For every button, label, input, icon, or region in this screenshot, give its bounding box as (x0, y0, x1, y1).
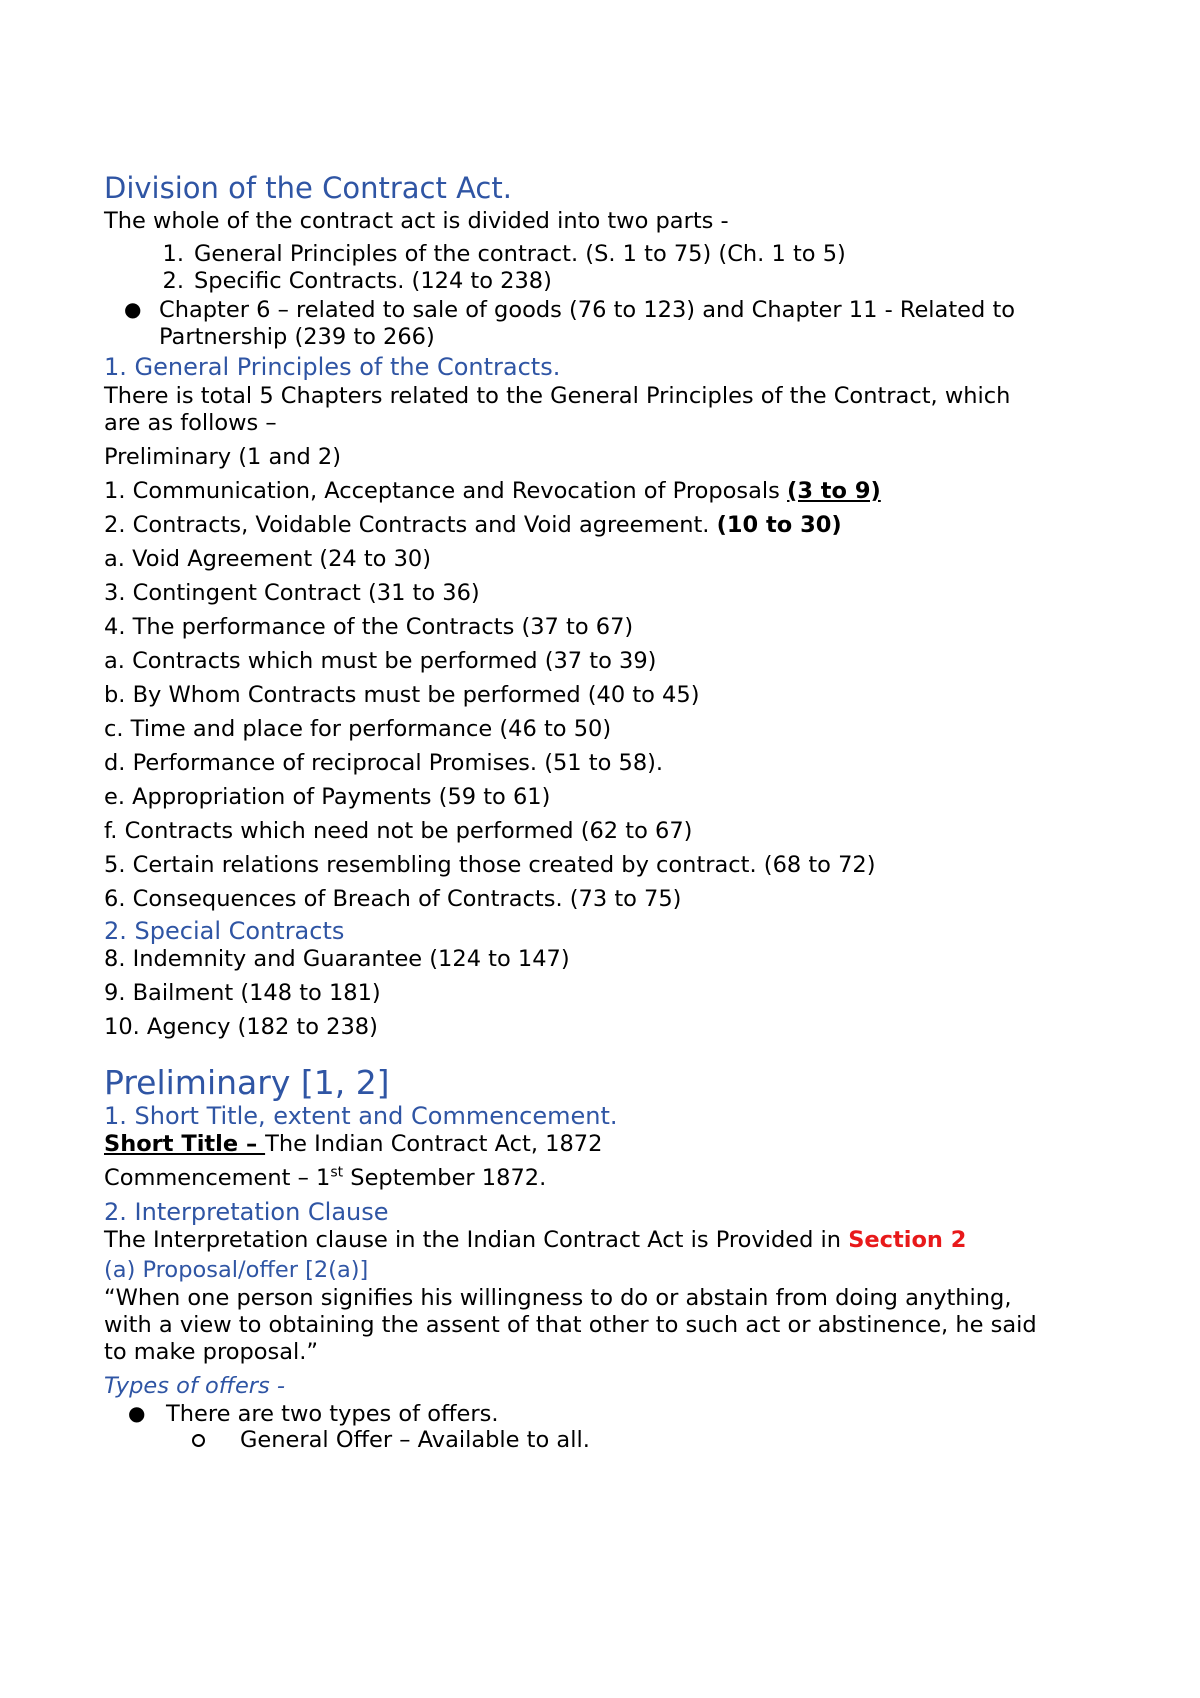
chapter-item: 4. The performance of the Contracts (37 to 67) (104, 614, 634, 640)
proposal-quote-line1: “When one person signifies his willingness to do or abstain from doing anything, (104, 1285, 1012, 1311)
general-offer-item: General Offer – Available to all. (240, 1427, 590, 1453)
general-principles-intro-line1: There is total 5 Chapters related to the General Principles of the Contract, which (104, 383, 1011, 409)
document-page (104, 0, 1134, 1698)
chapter-item: a. Contracts which must be performed (37 to 39) (104, 648, 657, 674)
chapter-note-line2: Partnership (239 to 266) (159, 324, 435, 350)
commencement-date: September 1872. (343, 1165, 547, 1191)
chapter-item: e. Appropriation of Payments (59 to 61) (104, 784, 551, 810)
chapter-item-1 (104, 477, 881, 505)
section-title-preliminary: Preliminary [1, 2] (104, 1063, 390, 1102)
subheading-short-title: 1. Short Title, extent and Commencement. (104, 1102, 618, 1130)
chapter-item: b. By Whom Contracts must be performed (40 to 45) (104, 682, 700, 708)
chapter-item-range: (3 to 9) (787, 478, 881, 504)
proposal-quote-line3: to make proposal.” (104, 1339, 319, 1365)
hollow-bullet-icon (192, 1434, 205, 1447)
general-principles-intro-line2: are as follows – (104, 410, 277, 436)
types-of-offers-heading: Types of offers - (104, 1373, 286, 1399)
list-number: 1. (162, 241, 184, 267)
bullet-icon: ● (128, 1401, 146, 1425)
chapter-item: f. Contracts which need not be performed (62 to 67) (104, 818, 693, 844)
interpretation-line (104, 1226, 966, 1254)
section-title-division: Division of the Contract Act. (104, 171, 512, 205)
special-contract-item: 10. Agency (182 to 238) (104, 1014, 378, 1040)
preliminary-line: Preliminary (1 and 2) (104, 444, 342, 470)
list-item-text: Specific Contracts. (124 to 238) (194, 268, 552, 294)
short-title-value: The Indian Contract Act, 1872 (265, 1131, 603, 1157)
numbered-list-item (142, 267, 552, 295)
division-intro: The whole of the contract act is divided into two parts - (104, 208, 729, 234)
chapter-item-range: (10 to 30) (716, 512, 842, 538)
chapter-item-text: 1. Communication, Acceptance and Revocation of Proposals (104, 478, 788, 504)
subheading-interpretation: 2. Interpretation Clause (104, 1198, 389, 1226)
chapter-item: d. Performance of reciprocal Promises. (51 to 58). (104, 750, 664, 776)
list-number: 2. (162, 268, 184, 294)
list-item-text: General Principles of the contract. (S. 1 to 75) (Ch. 1 to 5) (194, 241, 846, 267)
chapter-note-line1: Chapter 6 – related to sale of goods (76 to 123) and Chapter 11 - Related to (159, 297, 1016, 323)
short-title-label: Short Title – (104, 1131, 266, 1157)
bullet-icon: ● (124, 297, 142, 321)
types-bullet: There are two types of offers. (166, 1401, 499, 1427)
commencement-text: Commencement – 1 (104, 1165, 331, 1191)
numbered-list-item (142, 240, 846, 268)
special-contract-item: 8. Indemnity and Guarantee (124 to 147) (104, 946, 570, 972)
chapter-item: c. Time and place for performance (46 to 50) (104, 716, 612, 742)
short-title-line (104, 1130, 602, 1158)
chapter-item: 6. Consequences of Breach of Contracts. (73 to 75) (104, 886, 682, 912)
special-contract-item: 9. Bailment (148 to 181) (104, 980, 381, 1006)
interpretation-text: The Interpretation clause in the Indian Contract Act is Provided in (104, 1227, 849, 1253)
section-title-general-principles: 1. General Principles of the Contracts. (104, 353, 561, 381)
commencement-line (104, 1164, 546, 1192)
chapter-item-2 (104, 511, 842, 539)
ordinal-suffix: st (330, 1164, 344, 1181)
chapter-item: a. Void Agreement (24 to 30) (104, 546, 432, 572)
chapter-item: 5. Certain relations resembling those created by contract. (68 to 72) (104, 852, 876, 878)
chapter-item: 3. Contingent Contract (31 to 36) (104, 580, 480, 606)
section-title-special-contracts: 2. Special Contracts (104, 917, 345, 945)
proposal-heading: (a) Proposal/offer [2(a)] (104, 1257, 369, 1283)
section-reference: Section 2 (848, 1227, 967, 1253)
chapter-item-text: 2. Contracts, Voidable Contracts and Void agreement. (104, 512, 717, 538)
proposal-quote-line2: with a view to obtaining the assent of that other to such act or abstinence, he said (104, 1312, 1037, 1338)
